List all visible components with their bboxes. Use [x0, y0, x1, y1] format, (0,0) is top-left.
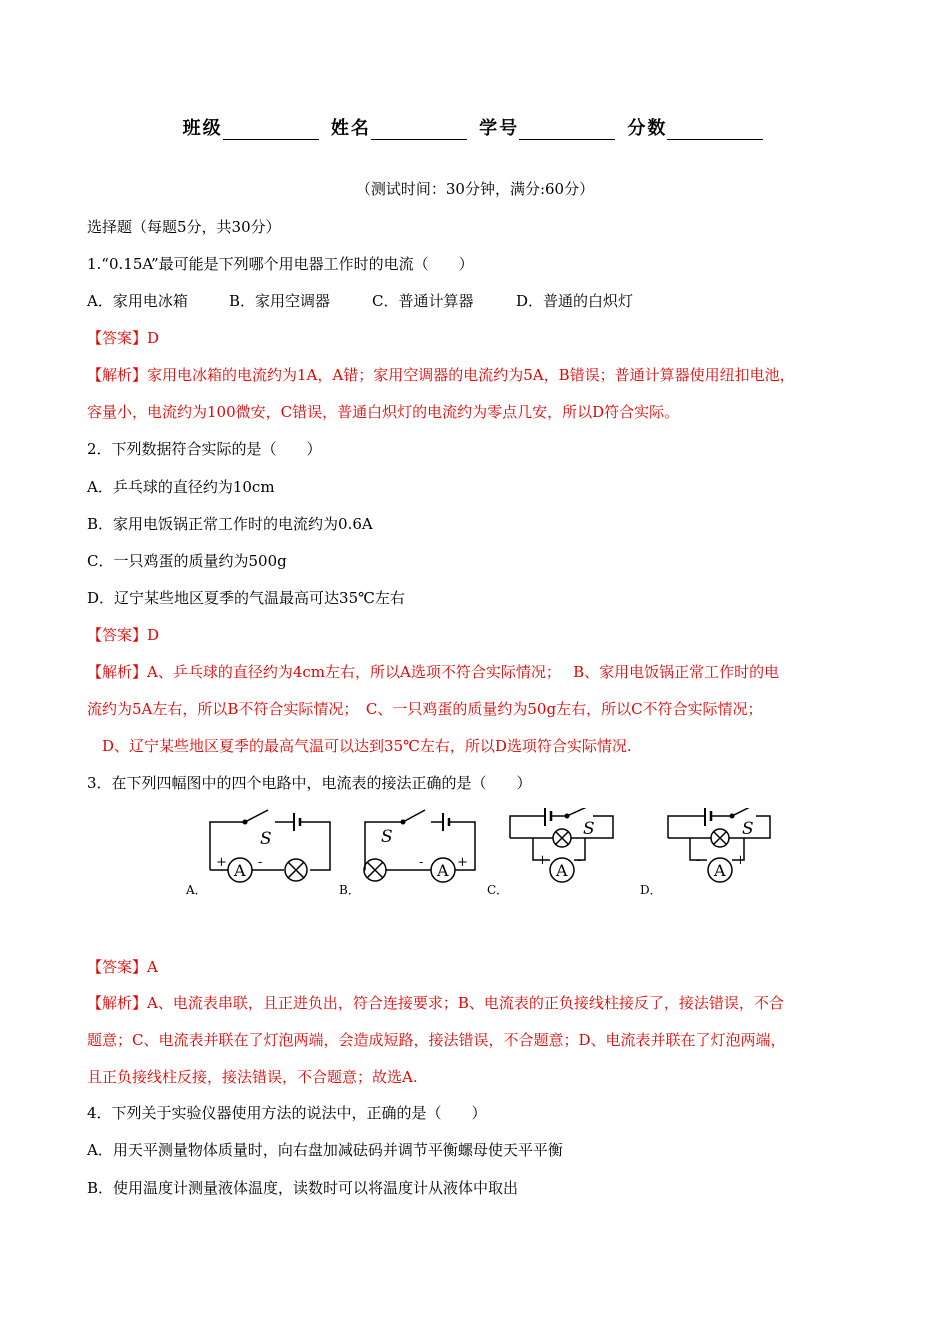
number-label: 学号 — [479, 118, 520, 139]
ammeter-label: A — [234, 861, 246, 880]
test-info: （测试时间：30分钟，满分:60分） — [355, 180, 595, 198]
q3-analysis-line-2: 题意；C、电流表并联在了灯泡两端，会造成短路，接法错误，不合题意；D、电流表并联在了灯泡两端， — [87, 1031, 786, 1049]
circuit-c-label: C． — [487, 883, 509, 897]
name-blank[interactable] — [371, 121, 467, 140]
q2-option-d: D．辽宁某些地区夏季的气温最高可达35℃左右 — [87, 589, 405, 607]
q1-analysis-line-1: 【解析】家用电冰箱的电流约为1A，A错；家用空调器的电流约为5A，B错误；普通计算器使用纽扣电池， — [87, 366, 795, 384]
q1-options — [87, 290, 633, 311]
circuit-d-label: D． — [640, 883, 662, 897]
q1-option-c: C．普通计算器 — [372, 292, 474, 310]
circuit-b — [335, 808, 495, 904]
score-label: 分数 — [627, 118, 668, 139]
q1-stem: 1.“0.15A”最可能是下列哪个用电器工作时的电流（ ） — [87, 255, 474, 273]
plus-sign: + — [537, 853, 548, 868]
circuit-a-label: A． — [186, 883, 207, 897]
switch-label: S — [260, 829, 272, 849]
plus-sign: + — [457, 855, 468, 870]
ammeter-label: A — [437, 861, 449, 880]
q4-stem: 4．下列关于实验仪器使用方法的说法中，正确的是（ ） — [87, 1104, 487, 1122]
student-info-header — [0, 114, 950, 140]
name-label: 姓名 — [330, 118, 371, 139]
q3-stem: 3．在下列四幅图中的四个电路中，电流表的接法正确的是（ ） — [87, 774, 532, 792]
q2-option-b: B．家用电饭锅正常工作时的电流约为0.6A — [87, 515, 373, 533]
ammeter-label: A — [556, 861, 568, 880]
class-label: 班级 — [182, 118, 223, 139]
minus-sign: - — [577, 853, 582, 868]
q3-answer: 【答案】A — [87, 958, 158, 976]
q2-answer: 【答案】D — [87, 626, 160, 644]
q3-analysis-line-3: 且正负接线柱反接，接法错误，不合题意；故选A. — [87, 1068, 418, 1086]
circuit-diagrams — [180, 808, 800, 904]
switch-label: S — [583, 819, 595, 839]
q4-option-a: A．用天平测量物体质量时，向右盘加减砝码并调节平衡螺母使天平平衡 — [87, 1141, 563, 1159]
circuit-c — [485, 808, 645, 904]
q2-option-c: C．一只鸡蛋的质量约为500g — [87, 552, 287, 570]
plus-sign: + — [216, 855, 227, 870]
q1-option-b: B．家用空调器 — [229, 292, 331, 310]
circuit-b-label: B． — [339, 883, 360, 897]
q2-stem: 2．下列数据符合实际的是（ ） — [87, 440, 322, 458]
ammeter-label: A — [714, 861, 726, 880]
q2-option-a: A．乒乓球的直径约为10cm — [87, 478, 275, 496]
minus-sign: - — [419, 855, 424, 870]
plus-sign: + — [735, 853, 746, 868]
switch-label: S — [742, 819, 754, 839]
switch-label: S — [381, 827, 393, 847]
q1-option-a: A．家用电冰箱 — [87, 292, 188, 310]
class-blank[interactable] — [223, 121, 319, 140]
number-blank[interactable] — [519, 121, 615, 140]
circuit-d — [640, 808, 800, 904]
score-blank[interactable] — [667, 121, 763, 140]
q2-analysis-line-2: 流约为5A左右，所以B不符合实际情况； C、一只鸡蛋的质量约为50g左右，所以C不符合实际情况； — [87, 700, 763, 718]
minus-sign: - — [258, 855, 263, 870]
q1-option-d: D．普通的白炽灯 — [516, 292, 634, 310]
q3-analysis-line-1: 【解析】A、电流表串联，且正进负出，符合连接要求；B、电流表的正负接线柱接反了，接法错误，不合 — [87, 994, 784, 1012]
q2-analysis-line-1: 【解析】A、乒乓球的直径约为4cm左右，所以A选项不符合实际情况； B、家用电饭锅正常工作时的电 — [87, 663, 780, 681]
section-title: 选择题（每题5分，共30分） — [87, 218, 281, 236]
q1-answer: 【答案】D — [87, 329, 160, 347]
circuit-a — [180, 808, 340, 904]
q2-analysis-line-3: D、辽宁某些地区夏季的最高气温可以达到35℃左右，所以D选项符合实际情况. — [87, 737, 632, 755]
q1-analysis-line-2: 容量小，电流约为100微安，C错误，普通白炽灯的电流约为零点几安，所以D符合实际。 — [87, 403, 680, 421]
minus-sign: - — [696, 853, 701, 868]
q4-option-b: B．使用温度计测量液体温度，读数时可以将温度计从液体中取出 — [87, 1179, 519, 1197]
